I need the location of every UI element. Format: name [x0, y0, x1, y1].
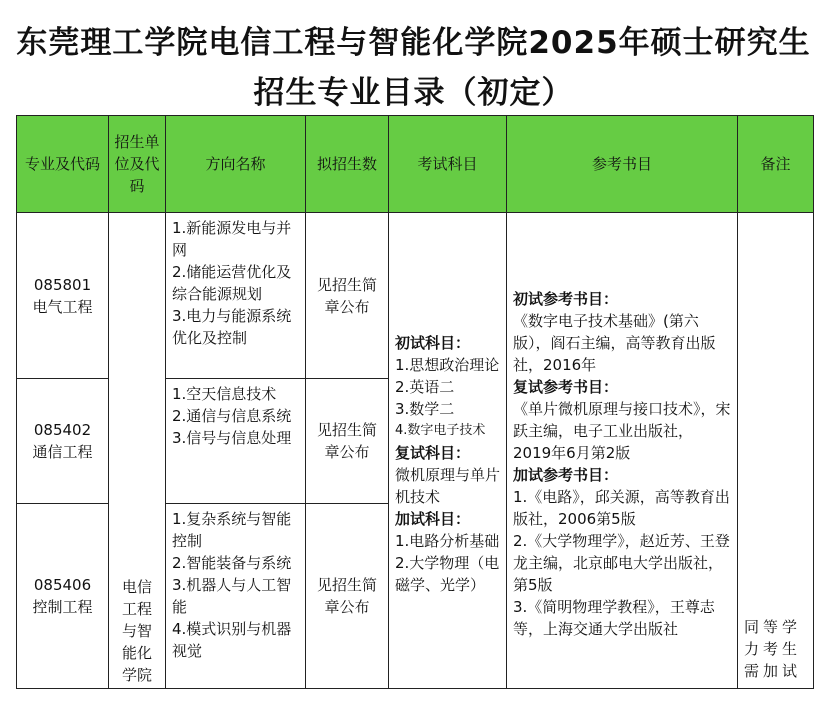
direction-cell [166, 213, 306, 379]
exam-item: 1.思想政治理论 [395, 355, 500, 374]
exam-extra-title: 加试科目： [395, 509, 471, 528]
direction-item: 1.复杂系统与智能控制 [172, 510, 292, 550]
exam-item: 4.数字电子技术 [395, 422, 486, 438]
header-enrollment: 拟招生数 [306, 116, 389, 213]
books-retest-text: 《单片微机原理与接口技术》，宋跃主编，电子工业出版社，2019年6月第2版 [513, 399, 731, 462]
exam-retest-title: 复试科目： [395, 443, 471, 462]
header-books: 参考书目 [507, 116, 738, 213]
page-title-line1: 东莞理工学院电信工程与智能化学院2025年硕士研究生 [16, 25, 811, 61]
header-major: 专业及代码 [17, 116, 109, 213]
header-row [17, 116, 814, 213]
remark-cell: 同等学力考生需加试 [738, 213, 814, 689]
direction-item: 1.新能源发电与并网 [172, 219, 292, 259]
major-name: 控制工程 [32, 598, 93, 616]
exam-item: 2.大学物理（电磁学、光学） [395, 553, 500, 594]
enrollment-cell: 见招生简章公布 [306, 504, 389, 689]
books-initial-text: 《数字电子技术基础》(第六版），阎石主编，高等教育出版社，2016年 [513, 311, 716, 374]
direction-item: 3.机器人与人工智能 [172, 576, 292, 616]
exam-item: 1.电路分析基础 [395, 531, 500, 550]
major-cell [17, 379, 109, 504]
enrollment-cell: 见招生简章公布 [306, 379, 389, 504]
major-name: 通信工程 [32, 443, 93, 461]
table-row [17, 213, 814, 379]
catalog-table [16, 115, 814, 689]
direction-item: 3.电力与能源系统优化及控制 [172, 307, 292, 347]
direction-item: 2.智能装备与系统 [172, 554, 292, 572]
major-code: 085801 [33, 275, 92, 294]
direction-item: 3.信号与信息处理 [172, 429, 292, 447]
direction-item: 4.模式识别与机器视觉 [172, 620, 292, 660]
header-remark: 备注 [738, 116, 814, 213]
books-item: 1.《电路》，邱关源，高等教育出版社，2006第5版 [513, 487, 730, 528]
exam-item: 3.数学二 [395, 399, 455, 418]
exam-cell [389, 213, 507, 689]
direction-item: 2.储能运营优化及综合能源规划 [172, 263, 292, 303]
header-direction: 方向名称 [166, 116, 306, 213]
direction-cell [166, 379, 306, 504]
exam-item: 2.英语二 [395, 377, 455, 396]
books-extra-title: 加试参考书目： [513, 465, 619, 484]
major-cell [17, 213, 109, 379]
books-retest-title: 复试参考书目： [513, 377, 619, 396]
page-title-line2: 招生专业目录（初定） [253, 75, 574, 111]
direction-item: 1.空天信息技术 [172, 385, 277, 403]
major-code: 085406 [33, 576, 92, 594]
major-code: 085402 [33, 421, 92, 439]
direction-cell [166, 504, 306, 689]
direction-item: 2.通信与信息系统 [172, 407, 292, 425]
unit-cell: 电信工程与智能化学院 [109, 213, 166, 689]
major-cell [17, 504, 109, 689]
books-cell [507, 213, 738, 689]
major-name: 电气工程 [32, 297, 93, 316]
books-initial-title: 初试参考书目： [513, 289, 619, 308]
enrollment-cell: 见招生简章公布 [306, 213, 389, 379]
header-unit: 招生单位及代码 [109, 116, 166, 213]
exam-item: 微机原理与单片机技术 [395, 465, 501, 506]
books-item: 3.《简明物理学教程》，王尊志等，上海交通大学出版社 [513, 597, 715, 638]
header-exam: 考试科目 [389, 116, 507, 213]
books-item: 2.《大学物理学》，赵近芳、王登龙主编，北京邮电大学出版社，第5版 [513, 531, 730, 594]
exam-initial-title: 初试科目： [395, 333, 471, 352]
